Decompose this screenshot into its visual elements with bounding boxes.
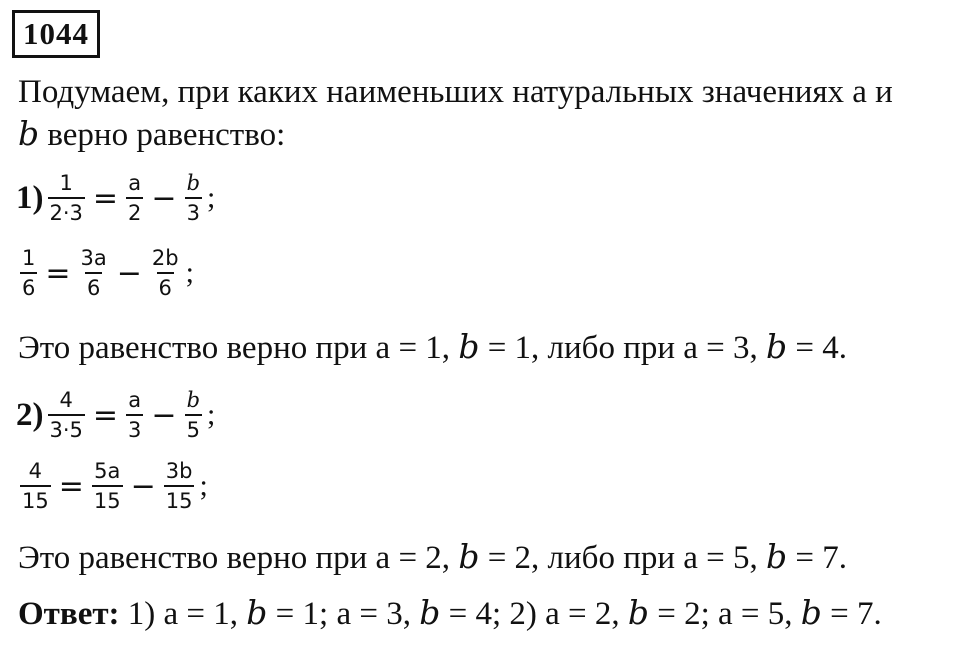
numerator: 1 (22, 246, 36, 270)
fraction (126, 170, 143, 226)
numerator: a (128, 388, 142, 412)
part2-conclusion: Это равенство верно при а = 2, b = 2, либо при а = 5, b = 7. (18, 537, 848, 576)
semicolon: ; (185, 256, 194, 289)
fraction (79, 245, 109, 301)
intro-var-b: b (18, 114, 40, 153)
answer-label: Ответ: (18, 596, 120, 632)
minus-sign: − (116, 255, 142, 291)
numerator: b (186, 388, 201, 412)
numerator: a (128, 171, 142, 195)
minus-sign: − (151, 180, 177, 216)
fraction (20, 458, 51, 514)
semicolon: ; (207, 181, 216, 214)
fraction (20, 245, 37, 301)
variable-b: b (458, 327, 480, 366)
part1-conclusion: Это равенство верно при а = 1, b = 1, либо при а = 3, b = 4. (18, 327, 848, 366)
numerator: 4 (59, 388, 73, 412)
intro-line-1: Подумаем, при каких наименьших натуральных значениях а и (18, 74, 893, 110)
answer-text: 1) а = 1, b = 1; а = 3, b = 4; 2) а = 2, b = 2; а = 5, b = 7. (119, 593, 882, 632)
denominator: 15 (20, 485, 51, 514)
intro-line-2 (18, 114, 285, 155)
variable-b: b (766, 537, 788, 576)
numerator: 3b (165, 459, 193, 483)
equals-sign: = (92, 397, 119, 433)
part1-label: 1) (16, 179, 44, 216)
denominator: 15 (164, 485, 195, 514)
part2-equation-1 (16, 387, 215, 443)
task-number: 1044 (12, 10, 100, 58)
intro-line-2-text: верно равенство: (39, 117, 286, 153)
numerator: 4 (28, 459, 43, 483)
equals-sign: = (58, 468, 84, 504)
minus-sign: − (130, 468, 156, 504)
denominator: 2 (126, 197, 143, 226)
denominator: 2·3 (48, 197, 85, 226)
numerator: 3a (80, 246, 107, 270)
part2-equation-2 (16, 458, 208, 514)
fraction (48, 387, 85, 443)
equals-sign: = (92, 180, 119, 216)
part1-equation-2 (16, 245, 194, 301)
part1-equation-1 (16, 170, 215, 226)
fraction (48, 170, 85, 226)
variable-b: b (419, 593, 441, 632)
denominator: 3 (126, 414, 143, 443)
denominator: 3 (185, 197, 202, 226)
denominator: 6 (157, 272, 174, 301)
minus-sign: − (151, 397, 177, 433)
fraction (150, 245, 181, 301)
numerator: 2b (151, 246, 179, 270)
fraction (164, 458, 195, 514)
fraction (185, 387, 202, 443)
denominator: 6 (85, 272, 102, 301)
numerator: 5a (94, 459, 121, 483)
answer-line (18, 593, 882, 634)
fraction (92, 458, 123, 514)
denominator: 15 (92, 485, 123, 514)
variable-b: b (246, 593, 268, 632)
variable-b: b (627, 593, 649, 632)
numerator: b (186, 171, 201, 195)
semicolon: ; (207, 398, 216, 431)
denominator: 6 (20, 272, 37, 301)
denominator: 5 (185, 414, 202, 443)
variable-b: b (800, 593, 822, 632)
variable-b: b (766, 327, 788, 366)
part2-label: 2) (16, 396, 44, 433)
equals-sign: = (45, 255, 71, 291)
fraction (126, 387, 143, 443)
semicolon: ; (199, 469, 208, 502)
numerator: 1 (59, 171, 73, 195)
variable-b: b (458, 537, 480, 576)
fraction (185, 170, 202, 226)
denominator: 3·5 (48, 414, 85, 443)
